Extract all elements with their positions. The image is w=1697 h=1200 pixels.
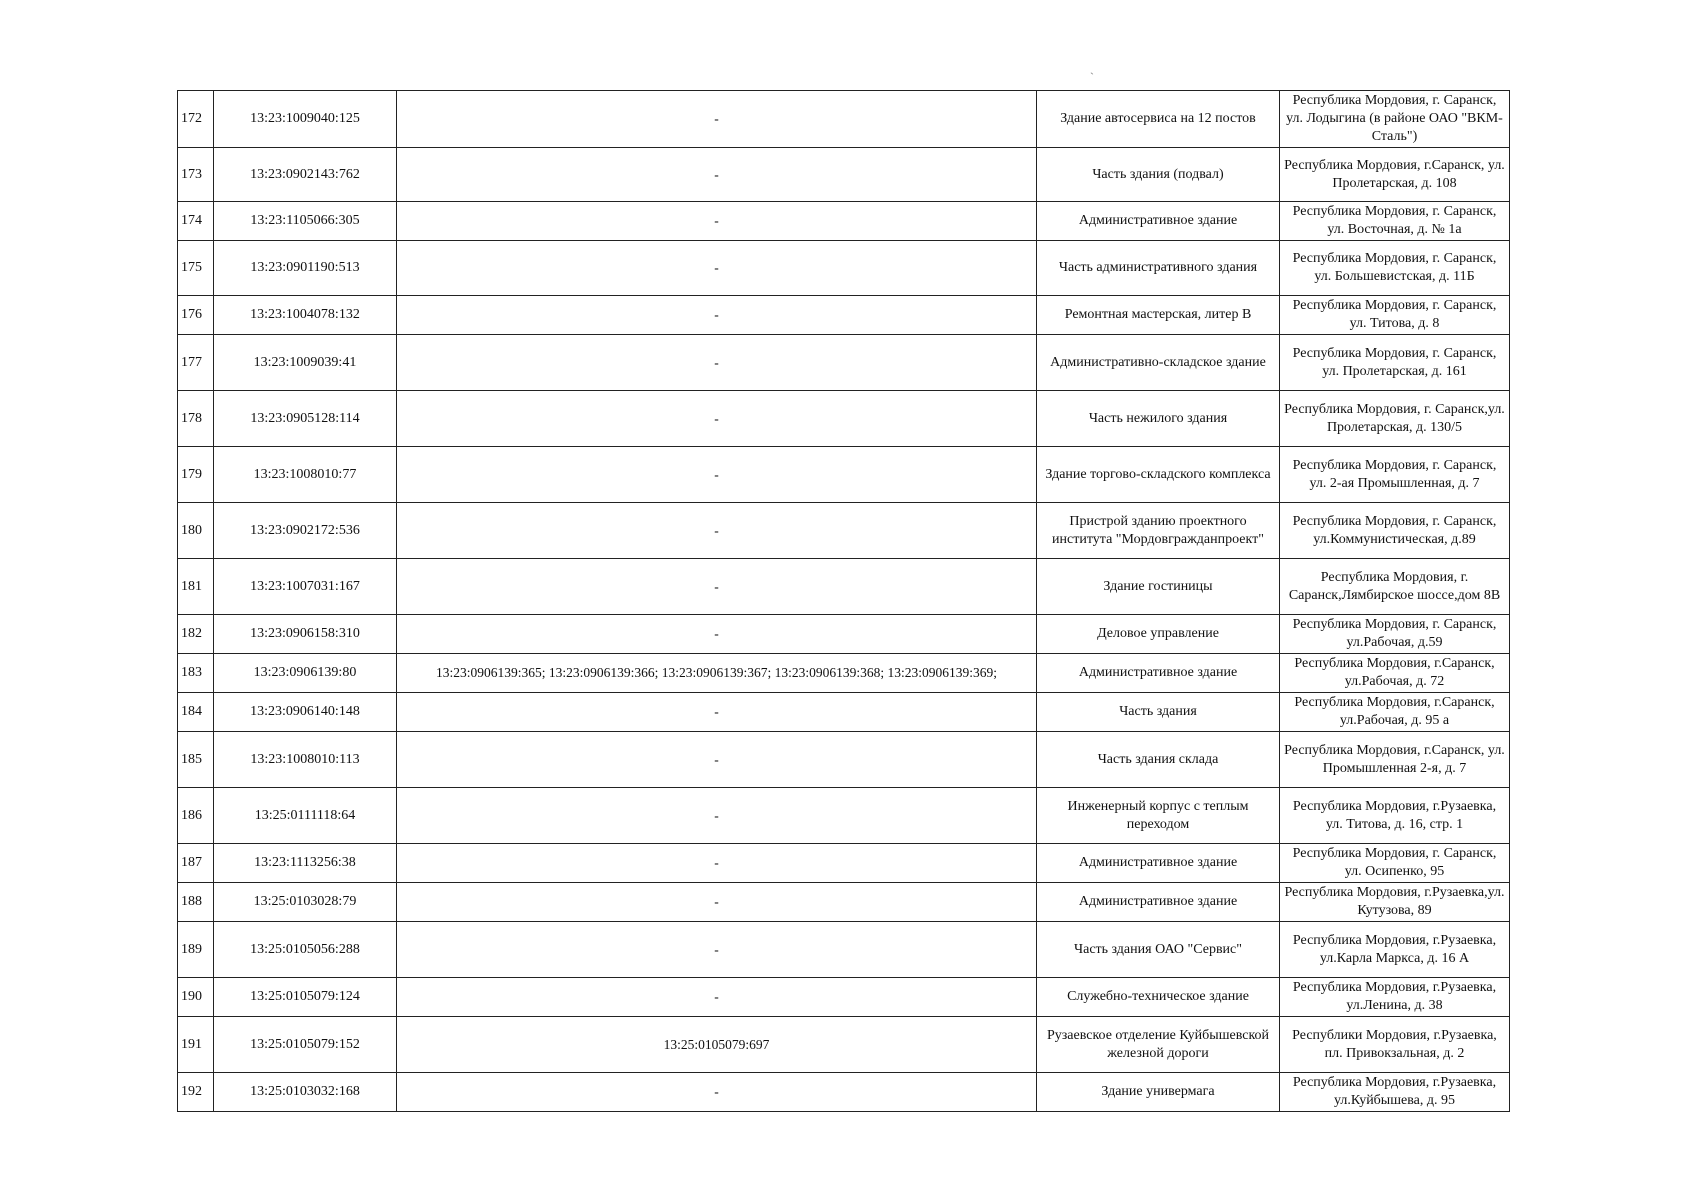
cadastral-number: 13:25:0105056:288 [214, 922, 397, 978]
object-address: Республика Мордовия, г. Саранск, ул. Восточная, д. № 1а [1280, 202, 1510, 241]
object-address: Республика Мордовия, г.Рузаевка,ул. Кутузова, 89 [1280, 883, 1510, 922]
table-row [178, 788, 1510, 844]
row-number: 190 [178, 978, 214, 1017]
object-name: Рузаевское отделение Куйбышевской железной дороги [1037, 1017, 1280, 1073]
object-name: Административное здание [1037, 202, 1280, 241]
object-address: Республика Мордовия, г. Саранск, ул. Титова, д. 8 [1280, 296, 1510, 335]
object-name: Административное здание [1037, 844, 1280, 883]
cadastral-number: 13:23:1113256:38 [214, 844, 397, 883]
cadastral-number: 13:23:1004078:132 [214, 296, 397, 335]
row-number: 186 [178, 788, 214, 844]
table-row [178, 978, 1510, 1017]
object-address: Республика Мордовия, г. Саранск, ул. Осипенко, 95 [1280, 844, 1510, 883]
linked-cadastral-numbers: - [397, 391, 1037, 447]
linked-cadastral-numbers: 13:23:0906139:365; 13:23:0906139:366; 13:23:0906139:367; 13:23:0906139:368; 13:23:0906139:369; [397, 654, 1037, 693]
table-row [178, 654, 1510, 693]
scan-artifact-mark: ` [1090, 70, 1094, 84]
table-row [178, 202, 1510, 241]
object-address: Республика Мордовия, г. Саранск, ул. Лодыгина (в районе ОАО "ВКМ-Сталь") [1280, 91, 1510, 148]
cadastral-number: 13:23:0901190:513 [214, 241, 397, 296]
linked-cadastral-numbers: - [397, 615, 1037, 654]
cadastral-number: 13:23:1008010:77 [214, 447, 397, 503]
object-address: Республика Мордовия, г.Саранск, ул.Рабочая, д. 72 [1280, 654, 1510, 693]
object-address: Республика Мордовия, г. Саранск, ул. Большевистская, д. 11Б [1280, 241, 1510, 296]
table-row [178, 1073, 1510, 1112]
object-name: Часть административного здания [1037, 241, 1280, 296]
object-address: Республика Мордовия, г. Саранск,Лямбирское шоссе,дом 8В [1280, 559, 1510, 615]
linked-cadastral-numbers: - [397, 202, 1037, 241]
cadastral-number: 13:25:0103032:168 [214, 1073, 397, 1112]
object-name: Часть здания [1037, 693, 1280, 732]
table-row [178, 615, 1510, 654]
row-number: 181 [178, 559, 214, 615]
table-row [178, 693, 1510, 732]
object-address: Республика Мордовия, г.Рузаевка, ул.Карла Маркса, д. 16 А [1280, 922, 1510, 978]
cadastral-number: 13:25:0105079:124 [214, 978, 397, 1017]
table-row [178, 447, 1510, 503]
object-name: Здание торгово-складского комплекса [1037, 447, 1280, 503]
object-address: Республика Мордовия, г.Рузаевка, ул. Титова, д. 16, стр. 1 [1280, 788, 1510, 844]
row-number: 173 [178, 148, 214, 202]
table-row [178, 883, 1510, 922]
object-address: Республики Мордовия, г.Рузаевка, пл. Привокзальная, д. 2 [1280, 1017, 1510, 1073]
linked-cadastral-numbers: - [397, 844, 1037, 883]
object-name: Ремонтная мастерская, литер В [1037, 296, 1280, 335]
object-address: Республика Мордовия, г. Саранск, ул. Пролетарская, д. 161 [1280, 335, 1510, 391]
table-row [178, 91, 1510, 148]
row-number: 176 [178, 296, 214, 335]
linked-cadastral-numbers: - [397, 788, 1037, 844]
row-number: 187 [178, 844, 214, 883]
object-address: Республика Мордовия, г.Саранск, ул. Пролетарская, д. 108 [1280, 148, 1510, 202]
linked-cadastral-numbers: - [397, 732, 1037, 788]
table-row [178, 391, 1510, 447]
linked-cadastral-numbers: - [397, 241, 1037, 296]
row-number: 192 [178, 1073, 214, 1112]
cadastral-number: 13:25:0111118:64 [214, 788, 397, 844]
object-name: Здание универмага [1037, 1073, 1280, 1112]
table-row [178, 241, 1510, 296]
linked-cadastral-numbers: - [397, 296, 1037, 335]
property-registry-table [177, 90, 1510, 1112]
table-row [178, 844, 1510, 883]
row-number: 177 [178, 335, 214, 391]
object-address: Республика Мордовия, г. Саранск, ул.Коммунистическая, д.89 [1280, 503, 1510, 559]
object-address: Республика Мордовия, г. Саранск, ул.Рабочая, д.59 [1280, 615, 1510, 654]
object-name: Инженерный корпус с теплым переходом [1037, 788, 1280, 844]
cadastral-number: 13:23:0906140:148 [214, 693, 397, 732]
row-number: 174 [178, 202, 214, 241]
object-name: Часть здания (подвал) [1037, 148, 1280, 202]
cadastral-number: 13:23:0905128:114 [214, 391, 397, 447]
table-row [178, 296, 1510, 335]
object-name: Пристрой зданию проектного института "Мордовгражданпроект" [1037, 503, 1280, 559]
linked-cadastral-numbers: - [397, 148, 1037, 202]
table-row [178, 503, 1510, 559]
table-row [178, 922, 1510, 978]
object-name: Служебно-техническое здание [1037, 978, 1280, 1017]
cadastral-number: 13:23:0906139:80 [214, 654, 397, 693]
row-number: 175 [178, 241, 214, 296]
object-address: Республика Мордовия, г.Саранск, ул.Рабочая, д. 95 а [1280, 693, 1510, 732]
cadastral-number: 13:23:0906158:310 [214, 615, 397, 654]
table-row [178, 732, 1510, 788]
cadastral-number: 13:25:0103028:79 [214, 883, 397, 922]
row-number: 189 [178, 922, 214, 978]
linked-cadastral-numbers: - [397, 978, 1037, 1017]
cadastral-number: 13:23:1008010:113 [214, 732, 397, 788]
table-row [178, 1017, 1510, 1073]
object-name: Здание автосервиса на 12 постов [1037, 91, 1280, 148]
object-address: Республика Мордовия, г.Рузаевка, ул.Ленина, д. 38 [1280, 978, 1510, 1017]
linked-cadastral-numbers: 13:25:0105079:697 [397, 1017, 1037, 1073]
linked-cadastral-numbers: - [397, 922, 1037, 978]
object-name: Здание гостиницы [1037, 559, 1280, 615]
row-number: 188 [178, 883, 214, 922]
cadastral-number: 13:23:0902172:536 [214, 503, 397, 559]
linked-cadastral-numbers: - [397, 1073, 1037, 1112]
row-number: 182 [178, 615, 214, 654]
table-row [178, 335, 1510, 391]
linked-cadastral-numbers: - [397, 447, 1037, 503]
object-name: Административно-складское здание [1037, 335, 1280, 391]
row-number: 172 [178, 91, 214, 148]
cadastral-number: 13:23:1105066:305 [214, 202, 397, 241]
object-address: Республика Мордовия, г.Рузаевка, ул.Куйбышева, д. 95 [1280, 1073, 1510, 1112]
table-row [178, 559, 1510, 615]
object-name: Деловое управление [1037, 615, 1280, 654]
row-number: 183 [178, 654, 214, 693]
row-number: 185 [178, 732, 214, 788]
object-name: Административное здание [1037, 883, 1280, 922]
cadastral-number: 13:23:1007031:167 [214, 559, 397, 615]
linked-cadastral-numbers: - [397, 693, 1037, 732]
object-name: Часть здания склада [1037, 732, 1280, 788]
table-body [178, 91, 1510, 1112]
row-number: 180 [178, 503, 214, 559]
linked-cadastral-numbers: - [397, 559, 1037, 615]
row-number: 178 [178, 391, 214, 447]
object-name: Административное здание [1037, 654, 1280, 693]
linked-cadastral-numbers: - [397, 91, 1037, 148]
row-number: 191 [178, 1017, 214, 1073]
object-name: Часть здания ОАО "Сервис" [1037, 922, 1280, 978]
object-name: Часть нежилого здания [1037, 391, 1280, 447]
row-number: 184 [178, 693, 214, 732]
linked-cadastral-numbers: - [397, 503, 1037, 559]
object-address: Республика Мордовия, г.Саранск, ул. Промышленная 2-я, д. 7 [1280, 732, 1510, 788]
table-row [178, 148, 1510, 202]
cadastral-number: 13:23:1009039:41 [214, 335, 397, 391]
object-address: Республика Мордовия, г. Саранск, ул. 2-ая Промышленная, д. 7 [1280, 447, 1510, 503]
row-number: 179 [178, 447, 214, 503]
linked-cadastral-numbers: - [397, 335, 1037, 391]
cadastral-number: 13:23:0902143:762 [214, 148, 397, 202]
cadastral-number: 13:23:1009040:125 [214, 91, 397, 148]
object-address: Республика Мордовия, г. Саранск,ул. Пролетарская, д. 130/5 [1280, 391, 1510, 447]
cadastral-number: 13:25:0105079:152 [214, 1017, 397, 1073]
linked-cadastral-numbers: - [397, 883, 1037, 922]
